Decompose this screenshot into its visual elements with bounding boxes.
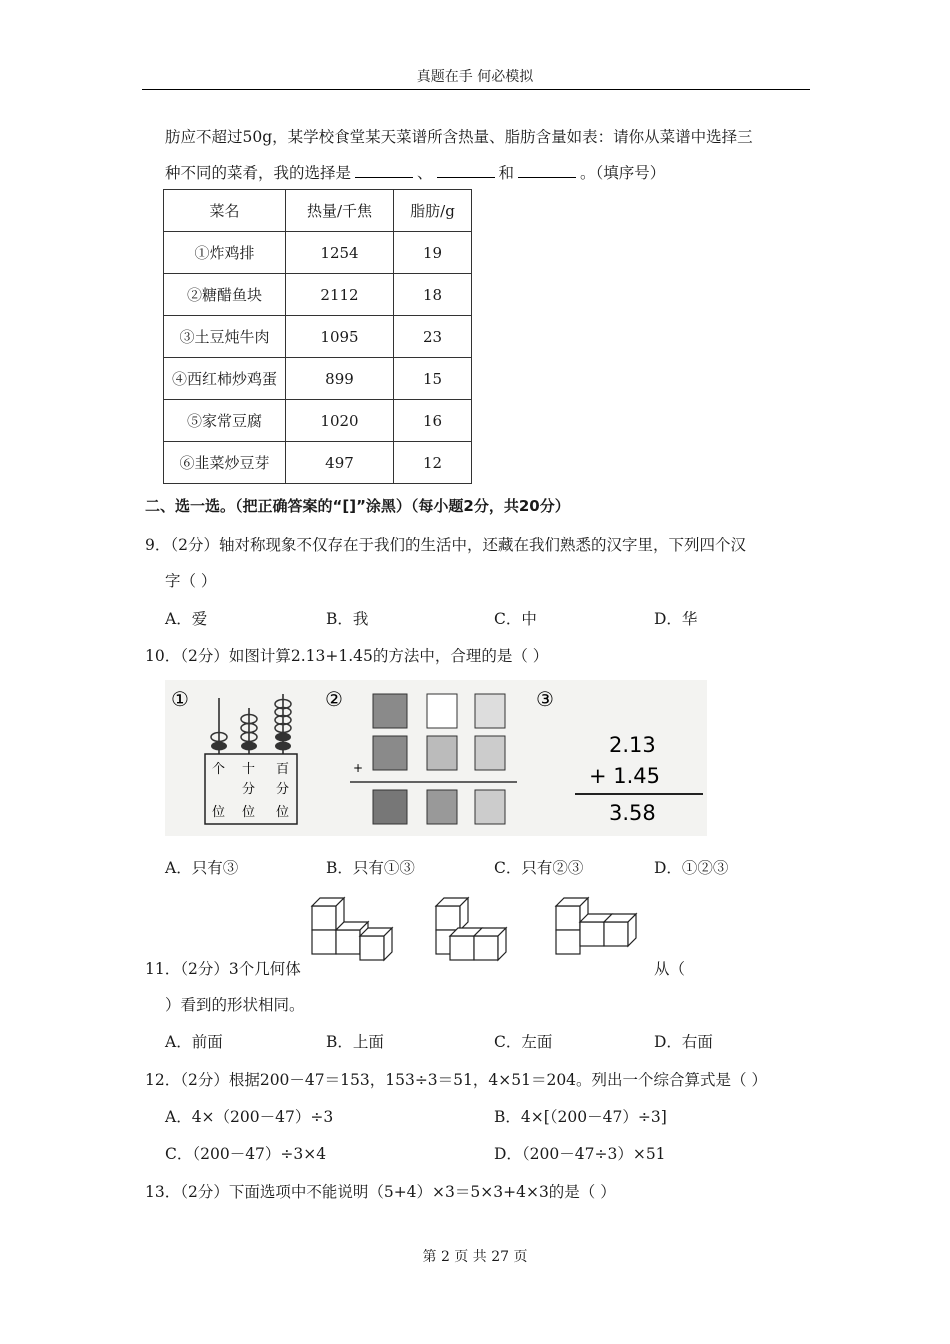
menu-table: [163, 189, 472, 484]
calc-line: 3.58: [609, 801, 656, 825]
table-cell: 15: [394, 358, 472, 400]
answer-blank-2[interactable]: [437, 163, 495, 178]
q12-option-c[interactable]: C．（200－47）÷3×4: [165, 1145, 327, 1163]
table-cell: 18: [394, 274, 472, 316]
q10-figure: [165, 680, 707, 836]
solid-3: [556, 898, 636, 954]
base-ten-blocks: [350, 694, 517, 824]
table-cell: ④西红柿炒鸡蛋: [164, 358, 286, 400]
table-header-cell: 热量/千焦: [286, 190, 394, 232]
q8-line2: [165, 161, 665, 183]
q13-stem: 13．（2分）下面选项中不能说明（5+4）×3＝5×3+4×3的是（ ）: [145, 1183, 616, 1201]
table-cell: 899: [286, 358, 394, 400]
table-header-row: [164, 190, 472, 232]
q8-line2-text: 种不同的菜肴，我的选择是: [165, 164, 352, 182]
q11-option-c[interactable]: C．左面: [494, 1033, 553, 1051]
answer-blank-1[interactable]: [355, 163, 413, 178]
abacus-col-label: 位: [242, 805, 256, 820]
table-cell: ⑤家常豆腐: [164, 400, 286, 442]
q11-stem-tail: 从（: [654, 960, 686, 978]
table-header-cell: 脂肪/g: [394, 190, 472, 232]
q8-sep2: 和: [498, 164, 515, 182]
q11-option-d[interactable]: D．右面: [654, 1033, 713, 1051]
abacus-col-label: 分: [242, 782, 256, 797]
section-title: 二、选一选。（把正确答案的“[]”涂黑）（每小题2分，共20分）: [145, 497, 570, 515]
table-header-cell: 菜名: [164, 190, 286, 232]
q9-option-b[interactable]: B．我: [326, 610, 369, 628]
answer-blank-3[interactable]: [518, 163, 576, 178]
table-row: [164, 442, 472, 484]
table-cell: ③土豆炖牛肉: [164, 316, 286, 358]
table-row: [164, 274, 472, 316]
table-cell: ①炸鸡排: [164, 232, 286, 274]
figure-label-2: ②: [325, 687, 343, 711]
table-cell: 23: [394, 316, 472, 358]
q8-line1: 肪应不超过50g，某学校食堂某天菜谱所含热量、脂肪含量如表：请你从菜谱中选择三: [165, 128, 753, 146]
table-cell: 1254: [286, 232, 394, 274]
abacus-col-label: 位: [212, 805, 226, 820]
q9-stem-line2: 字（ ）: [165, 572, 217, 590]
table-row: [164, 400, 472, 442]
table-cell: ②糖醋鱼块: [164, 274, 286, 316]
q11-solids-figure: [308, 888, 658, 970]
q8-line2-end: 。（填序号）: [580, 164, 666, 182]
q11-stem: 11．（2分）3个几何体: [145, 960, 301, 978]
q9-option-c[interactable]: C．中: [494, 610, 537, 628]
table-cell: 19: [394, 232, 472, 274]
table-cell: 1020: [286, 400, 394, 442]
q12-stem: 12．（2分）根据200－47＝153，153÷3＝51，4×51＝204。列出一个综合算式是（ ）: [145, 1071, 767, 1089]
header-rule: [142, 89, 810, 90]
abacus-col-label: 分: [276, 782, 290, 797]
q10-option-d[interactable]: D．①②③: [654, 859, 729, 877]
abacus-col-label: 位: [276, 805, 290, 820]
q10-option-c[interactable]: C．只有②③: [494, 859, 584, 877]
calc-line: 2.13: [609, 733, 656, 757]
figure-label-1: ①: [171, 687, 189, 711]
figure-label-3: ③: [536, 687, 554, 711]
q11-option-b[interactable]: B．上面: [326, 1033, 384, 1051]
page-footer: 第 2 页 共 27 页: [422, 1249, 528, 1265]
q12-option-d[interactable]: D．（200－47÷3）×51: [494, 1145, 666, 1163]
abacus-col-label: 个: [212, 762, 226, 777]
abacus-col-label: 百: [276, 762, 290, 777]
page-header-title: 真题在手 何必模拟: [416, 69, 534, 85]
solid-2: [436, 898, 506, 960]
abacus-col-label: 十: [242, 762, 256, 777]
table-cell: 12: [394, 442, 472, 484]
q10-stem: 10．（2分）如图计算2.13+1.45的方法中，合理的是（ ）: [145, 647, 549, 665]
q9-option-a[interactable]: A．爱: [165, 610, 208, 628]
plus-sign: +: [353, 761, 364, 775]
table-row: [164, 316, 472, 358]
q11-option-a[interactable]: A．前面: [165, 1033, 223, 1051]
q10-option-a[interactable]: A．只有③: [165, 859, 239, 877]
q12-option-a[interactable]: A．4×（200－47）÷3: [165, 1108, 334, 1126]
calc-line: + 1.45: [589, 764, 661, 788]
q9-stem: 9．（2分）轴对称现象不仅存在于我们的生活中，还藏在我们熟悉的汉字里，下列四个汉: [145, 536, 746, 554]
table-cell: ⑥韭菜炒豆芽: [164, 442, 286, 484]
q11-stem-line2: ）看到的形状相同。: [165, 996, 305, 1014]
table-cell: 2112: [286, 274, 394, 316]
table-cell: 16: [394, 400, 472, 442]
table-row: [164, 232, 472, 274]
q8-sep1: 、: [417, 164, 433, 182]
solid-1: [312, 898, 392, 960]
q10-option-b[interactable]: B．只有①③: [326, 859, 415, 877]
q12-option-b[interactable]: B．4×[（200－47）÷3]: [494, 1108, 667, 1126]
table-cell: 1095: [286, 316, 394, 358]
table-row: [164, 358, 472, 400]
table-cell: 497: [286, 442, 394, 484]
q9-option-d[interactable]: D．华: [654, 610, 698, 628]
